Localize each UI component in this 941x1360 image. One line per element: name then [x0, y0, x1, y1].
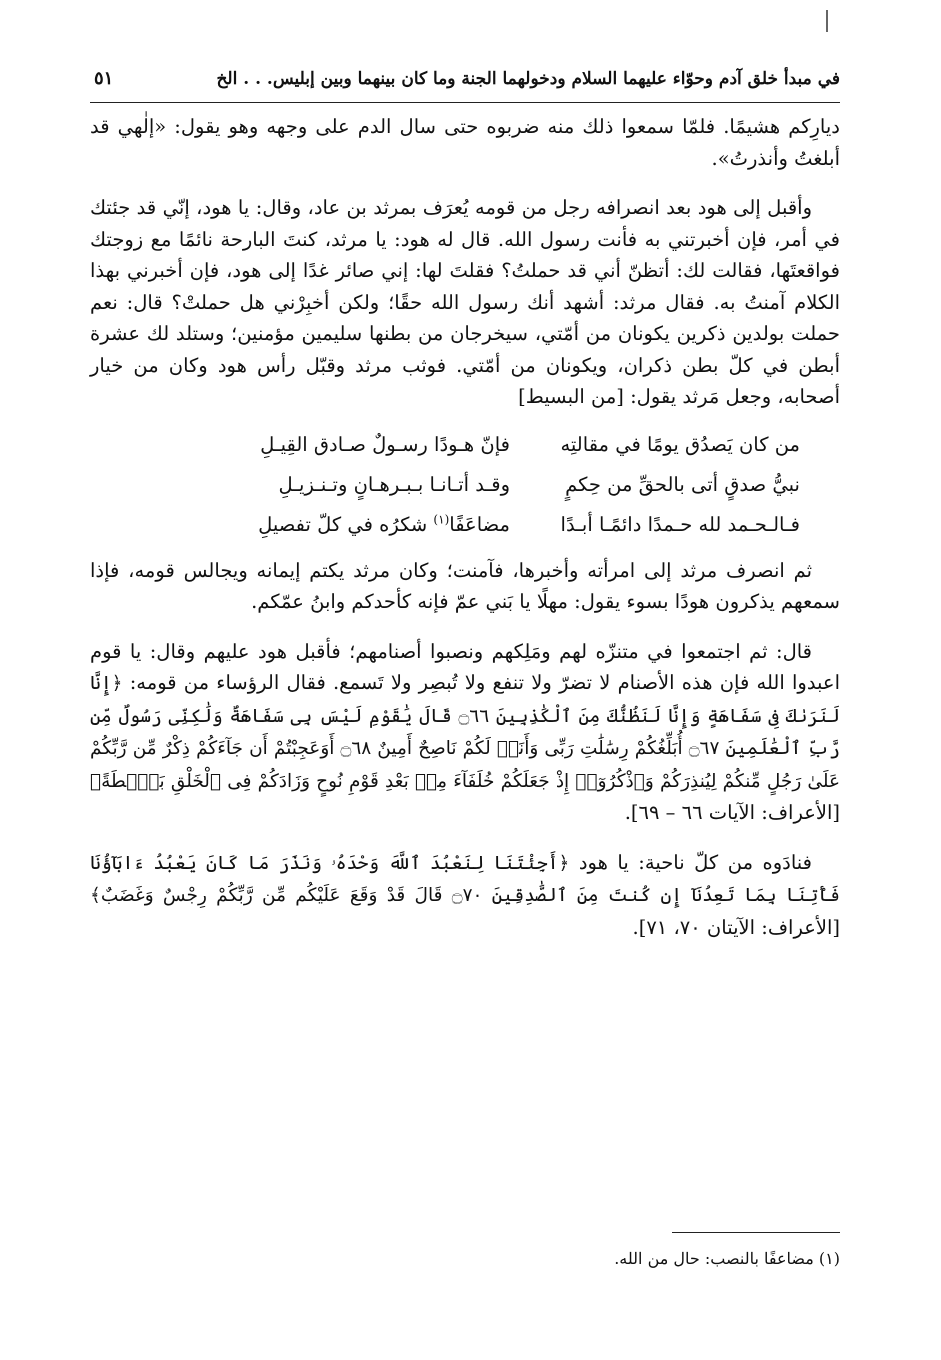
paragraph-1: ديارِكم هشيمًا. فلمّا سمعوا ذلك منه ضربوه حتى سال الدم على وجهه وهو يقول: «إلٰهي قد أبلغتُ وأنذرتُ».: [90, 115, 840, 170]
poem: [90, 425, 840, 545]
verse-2-second-hemistich: وقـد أتـانـا بـبـرهـانٍ وتـنـزيـلِ: [278, 472, 510, 496]
footnote: (١) مضاعفًا بالنصب: حال من الله.: [614, 1249, 840, 1268]
quran-citation-2: [الأعراف: الآيتان ٧٠، ٧١].: [632, 915, 840, 939]
quran-quote-2: ﴿أَجِئْتَنَا لِنَعْبُدَ ٱللَّهَ وَحْدَهُۥ وَنَذَرَ مَا كَانَ يَعْبُدُ ءَابَآؤُنَا فَأْتِنَا بِمَا تَعِدُنَآ إِن كُنتَ مِنَ ٱلصَّٰدِقِينَ ۝٧٠ قَالَ قَدْ وَقَعَ عَلَيْكُم مِّن رَّبِّكُمْ رِجْسٌ وَغَضَبٌ﴾: [90, 852, 840, 906]
quran-citation-1: [الأعراف: الآيات ٦٦ – ٦٩].: [624, 801, 840, 824]
poem-verse-3: [90, 505, 840, 545]
verse-1-first-hemistich: من كان يَصدُق يومًا في مقالتِه: [560, 432, 800, 456]
quran-quote-1: ﴿إِنَّا لَنَرَىٰكَ فِى سَفَاهَةٍ وَإِنَّا لَنَظُنُّكَ مِنَ ٱلْكَٰذِبِينَ ۝٦٦ قَالَ يَٰقَوْمِ لَيْسَ بِى سَفَاهَةٌ وَلَٰكِنِّى رَسُولٌ مِّن رَّبِّ ٱلْعَٰلَمِينَ ۝٦٧ أُبَلِّغُكُمْ رِسَٰلَٰتِ رَبِّى وَأَنَا۠ لَكُمْ نَاصِحٌ أَمِينٌ ۝٦٨ أَوَعَجِبْتُمْ أَن جَآءَكُمْ ذِكْرٌ مِّن رَّبِّكُمْ عَلَىٰ رَجُلٍ مِّنكُمْ لِيُنذِرَكُمْ وَٱذْكُرُوٓا۟ إِذْ جَعَلَكُمْ خُلَفَآءَ مِنۢ بَعْدِ قَوْمِ نُوحٍ وَزَادَكُمْ فِى ٱلْخَلْقِ بَصْۜطَةً﴾: [90, 673, 840, 792]
book-page: [90, 62, 840, 1322]
paragraph-5-text: فنادَوه من كلّ ناحية: يا هود: [569, 850, 812, 874]
verse-3-second-hemistich: [210, 505, 510, 545]
footnote-rule: [672, 1232, 840, 1233]
paragraph-2: وأقبل إلى هود بعد انصرافه رجل من قومه يُعرَف بمرثد بن عاد، وقال: يا هود، إنّي قد جئتك في أمر، فإن أخبرتني به فأنت رسول الله. قال له هود: يا مرثد، كنتَ البارحة نائمًا مع زوجتك فواقعتَها، فقالت لك: أتظنّ أني قد حملتُ؟ فقلتَ لها: إني صائر غدًا إلى هود، فإن أخبرني بهذا الكلام آمنتُ به. فقال مرثد: أشهد أنك رسول الله حقًا؛ ولكن أخبِرْني هل حملتْ؟ قال: نعم حملت بولدين ذكرين يكونان من أمّتي، سيخرجان من بطنها سليمين مؤمنين؛ وستلد لك عشرة أبطن في كلّ بطن ذكران، ويكونان من أمّتي. فوثب مرثد وقبّل رأس هود وكان من خيار أصحابه، وجعل مَرثد يقول: [من البسيط]: [90, 196, 840, 408]
verse-3-rest: شكرُه في كلّ تفصيلِ: [258, 512, 434, 536]
footnote-reference[interactable]: (١): [433, 512, 450, 526]
page-number: ٥١: [94, 68, 114, 89]
paragraph-3: ثم انصرف مرثد إلى امرأته وأخبرها، فآمنت؛ وكان مرثد يكتم إيمانه ويجالس قومه، فإذا سمعهم يذكرون هودًا بسوء يقول: مهلًا يا بَني عمّ فإنه كأحدكم وابنُ عمّكم.: [90, 558, 840, 613]
poem-verse-1: [90, 425, 840, 465]
verse-2-first-hemistich: نبيُّ صدقٍ أتى بالحقِّ من حِكمٍ: [565, 472, 800, 496]
paragraph-4-text: قال: ثم اجتمعوا في متنزّه لهم ومَلِكهم ونصبوا أصنامهم؛ فأقبل هود عليهم وقال: يا قوم اعبدوا الله فإن هذه الأصنام لا تضرّ ولا تنفع ولا تُبصِر ولا تَسمع. فقال الرؤساء من قومه:: [90, 639, 840, 694]
verse-3-word: مضاعَفًا: [449, 512, 510, 536]
verse-3-first-hemistich: فـالـحـمد لله حـمدًا دائمًـا أبـدًا: [560, 512, 800, 536]
paragraph-4: [90, 636, 840, 829]
main-text: [90, 111, 840, 943]
paragraph-5: [90, 847, 840, 944]
header-rule: [90, 102, 840, 103]
poem-verse-2: [90, 465, 840, 505]
verse-1-second-hemistich: فإنّ هـودًا رسـولٌ صـادق القِيـلِ: [260, 432, 510, 456]
running-head: [90, 62, 840, 98]
page-edge-mark: [826, 10, 828, 32]
chapter-title: في مبدأ خلق آدم وحوّاء عليهما السلام ودخولهما الجنة وما كان بينهما وبين إبليس. . . الخ: [216, 69, 840, 89]
